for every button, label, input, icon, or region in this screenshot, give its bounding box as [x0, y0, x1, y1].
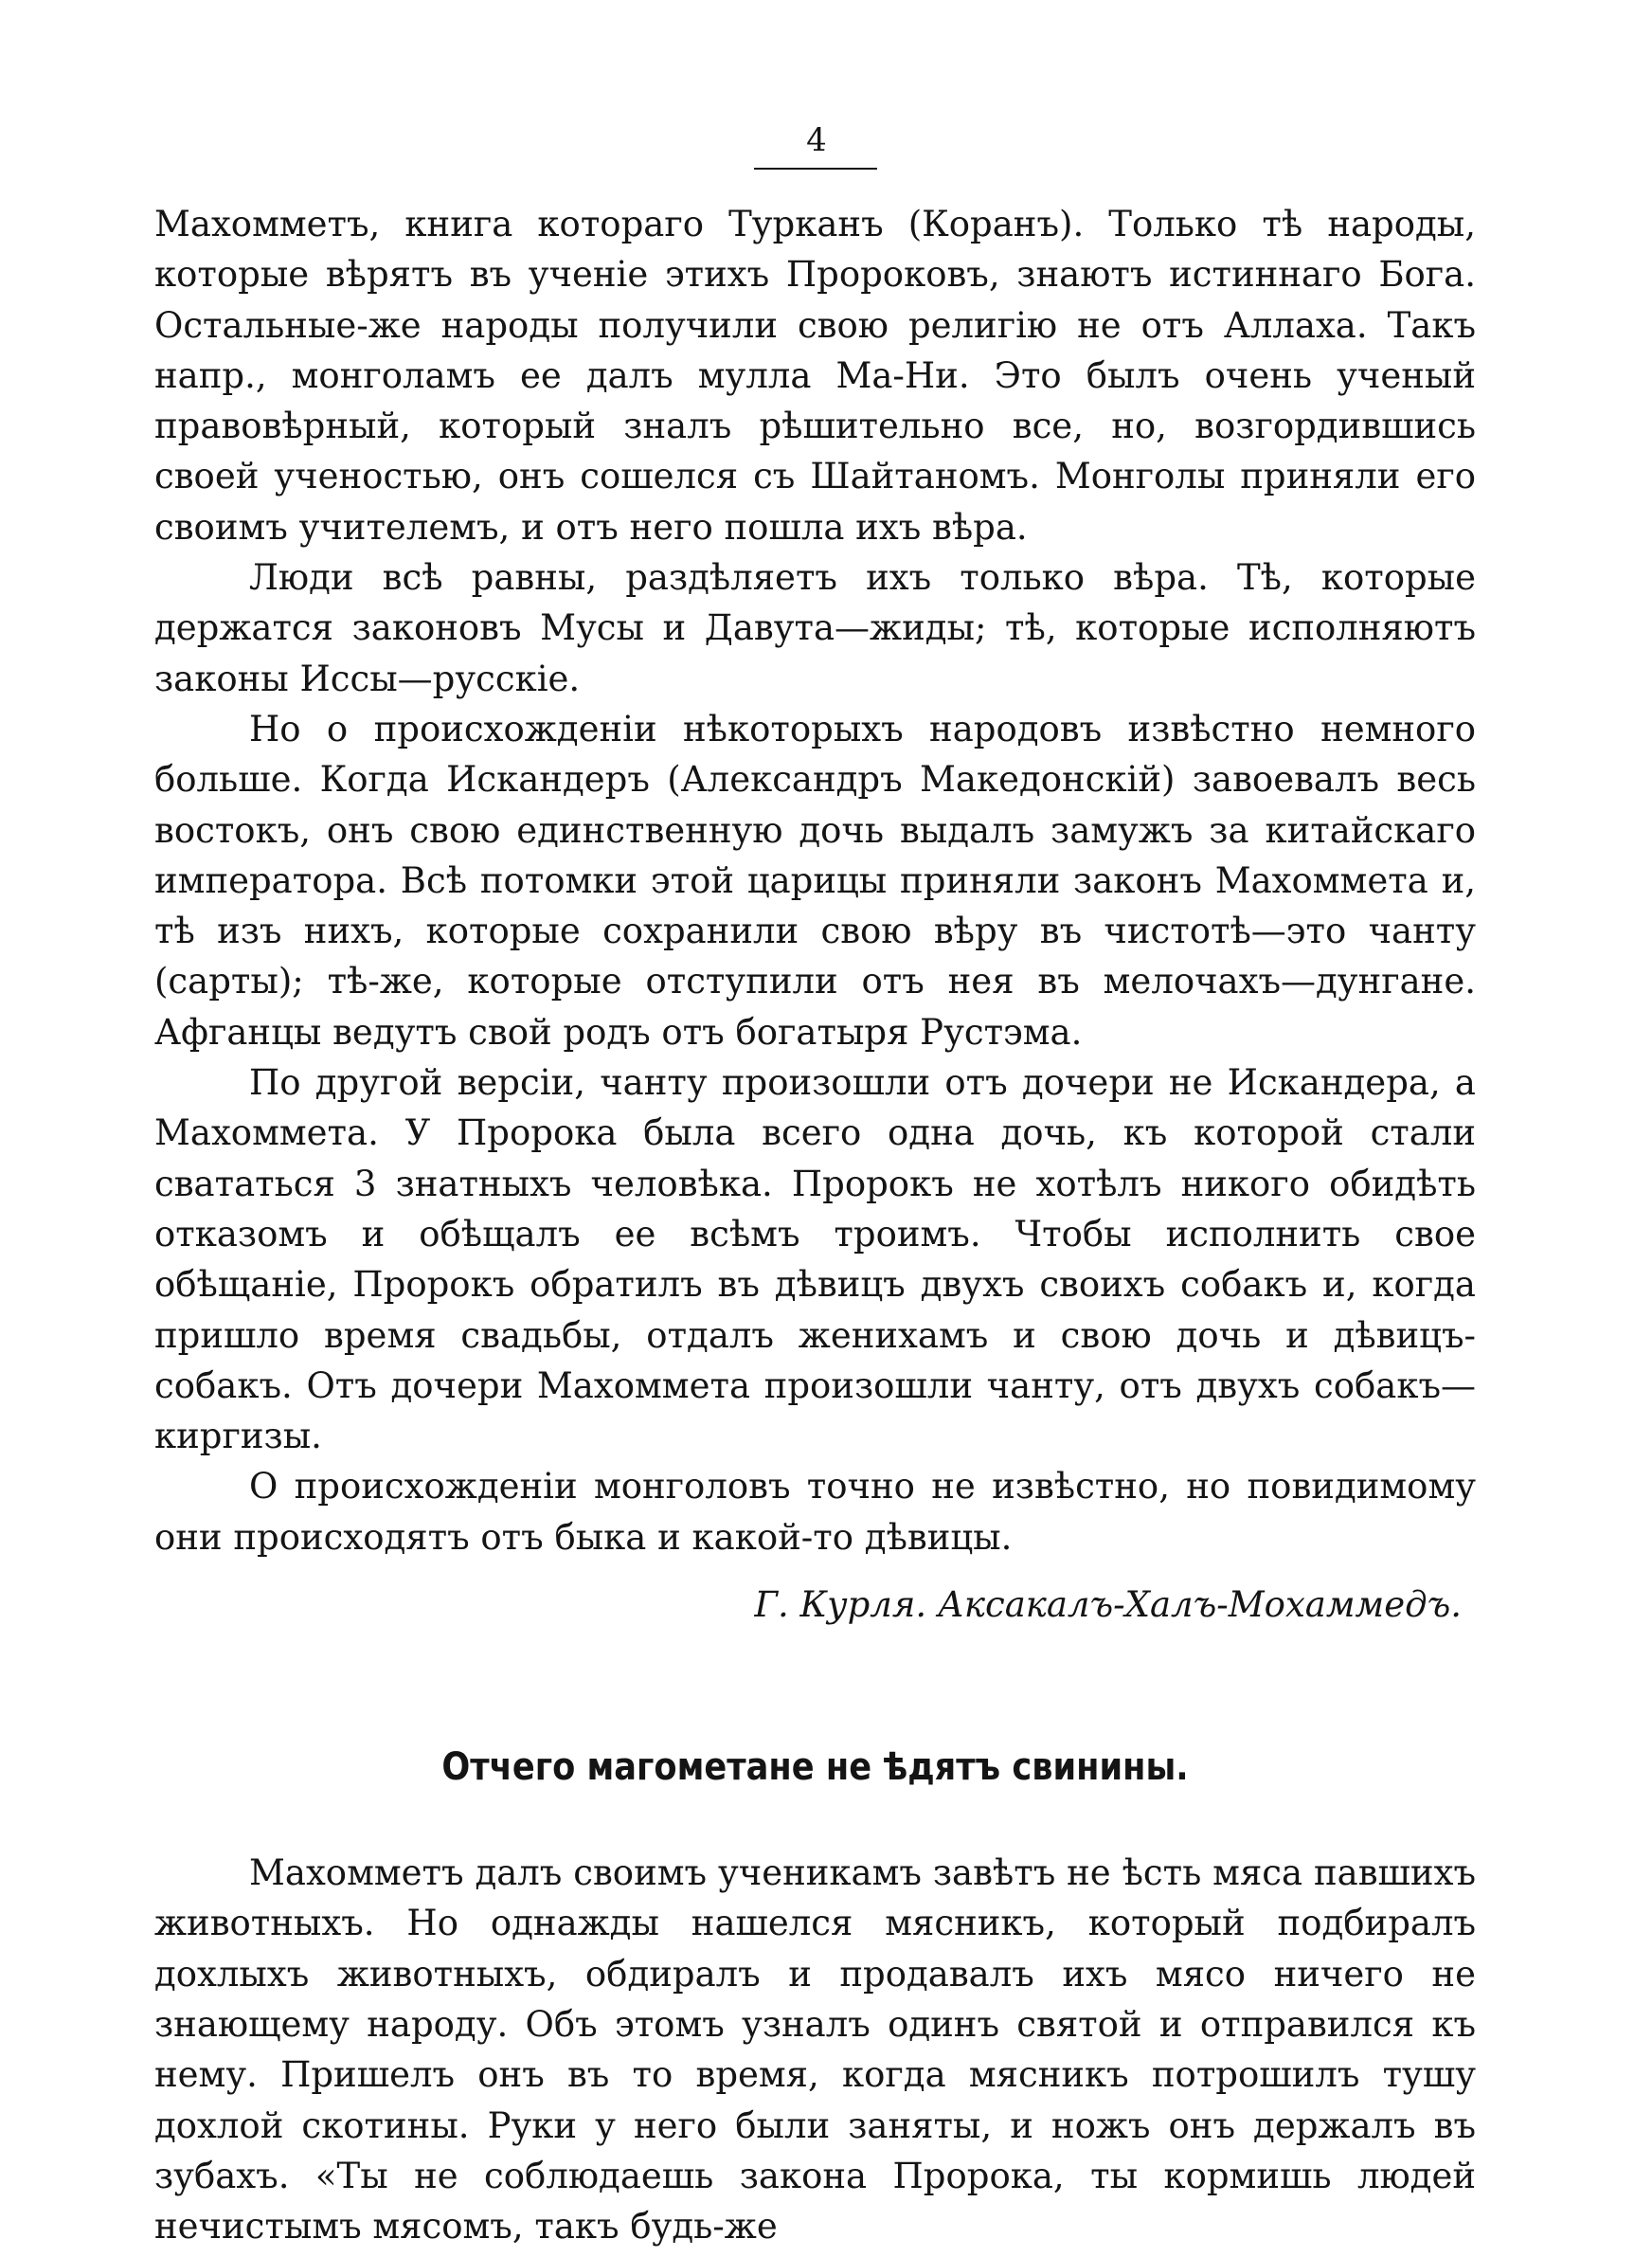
paragraph: Махомметъ далъ своимъ ученикамъ завѣтъ не ѣсть мяса павшихъ животныхъ. Но однажды нашелся мясникъ, который подбиралъ дохлыхъ животныхъ, обдиралъ и продавалъ ихъ мясо ничего не знающему народу. Объ этомъ узналъ одинъ святой и отправился къ нему. Пришелъ онъ въ то время, когда мясникъ потрошилъ тушу дохлой скотины. Руки у него были заняты, и ножъ онъ держалъ въ зубахъ. «Ты не соблюдаешь закона Пророка, ты кормишь людей нечистымъ мясомъ, такъ будь-же	[154, 1852, 1476, 2248]
paragraph: Но о происхожденіи нѣкоторыхъ народовъ извѣстно немного больше. Когда Искандеръ (Александръ Македонскій) завоевалъ весь востокъ, онъ свою единственную дочь выдалъ замужъ за китайскаго императора. Всѣ потомки этой царицы приняли законъ Махоммета и, тѣ изъ нихъ, которые сохранили свою вѣру въ чистотѣ—это чанту (сарты); тѣ-же, которые отступили отъ нея въ мелочахъ—дунгане. Афганцы ведутъ свой родъ отъ богатыря Рустэма.	[154, 708, 1476, 1053]
page-number: 4	[806, 121, 827, 159]
text-column	[154, 199, 1476, 2251]
paragraph: Люди всѣ равны, раздѣляетъ ихъ только вѣра. Тѣ, которые держатся законовъ Мусы и Давута—жиды; тѣ, которые исполняютъ законы Иссы—русскіе.	[154, 557, 1476, 699]
section-title: Отчего магометане не ѣдятъ свинины.	[441, 1745, 1189, 1790]
author-signature: Г. Курля. Аксакалъ-Халъ-Мохаммедъ.	[754, 1584, 1462, 1626]
paragraph: По другой версіи, чанту произошли отъ дочери не Искандера, а Махоммета. У Пророка была всего одна дочь, къ которой стали свататься 3 знатныхъ человѣка. Пророкъ не хотѣлъ никого обидѣть отказомъ и обѣщалъ ее всѣмъ троимъ. Чтобы исполнить свое обѣщаніе, Пророкъ обратилъ въ дѣвицъ двухъ своихъ собакъ и, когда пришло время свадьбы, отдалъ женихамъ и свою дочь и дѣвицъ-собакъ. Отъ дочери Махоммета произошли чанту, отъ двухъ собакъ—киргизы.	[154, 1062, 1476, 1457]
page-number-rule	[754, 168, 877, 170]
paragraph: О происхожденіи монголовъ точно не извѣстно, но повидимому они происходятъ отъ быка и какой-то дѣвицы.	[154, 1466, 1476, 1558]
paragraph-continued: Махомметъ, книга котораго Турканъ (Коранъ). Только тѣ народы, которые вѣрятъ въ ученіе этихъ Пророковъ, знаютъ истиннаго Бога. Остальные-же народы получили свою религію не отъ Аллаха. Такъ напр., монголамъ ее далъ мулла Ма-Ни. Это былъ очень ученый правовѣрный, который зналъ рѣшительно все, но, возгордившись своей ученостью, онъ сошелся съ Шайтаномъ. Монголы приняли его своимъ учителемъ, и отъ него пошла ихъ вѣра.	[154, 204, 1476, 548]
